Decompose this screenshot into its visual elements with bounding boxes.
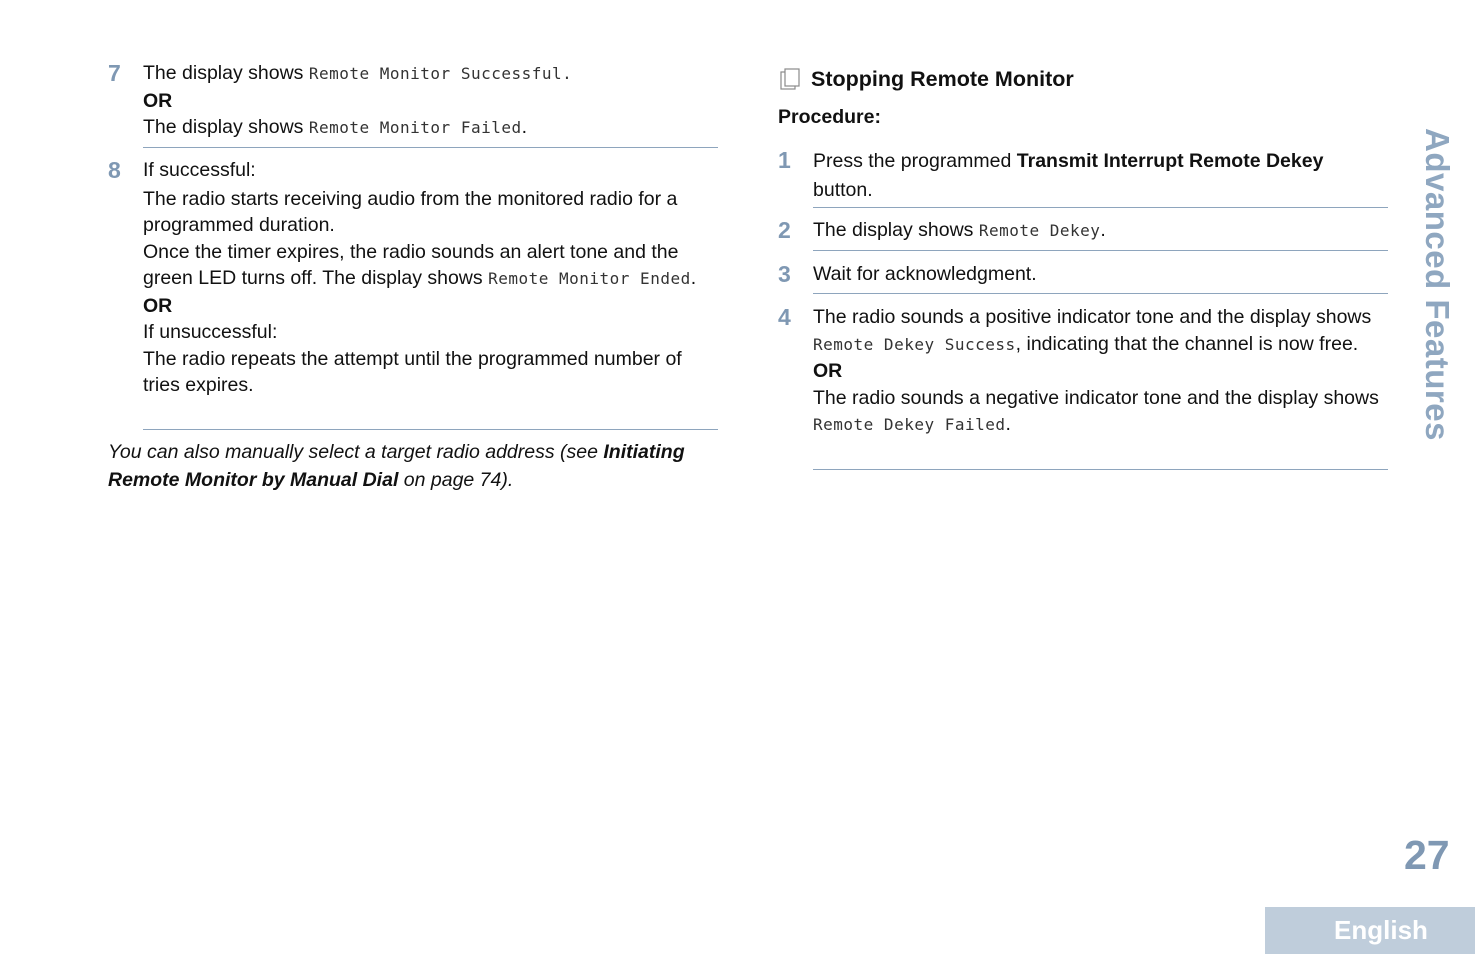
display-message: Remote Dekey	[978, 221, 1101, 240]
step-1	[778, 147, 1388, 205]
step-text	[108, 157, 718, 399]
language-tab: English	[1265, 907, 1475, 954]
step-text-part: The radio sounds a positive indicator tone and the display shows	[813, 306, 1372, 328]
paragraph: The radio repeats the attempt until the programmed number of tries expires.	[143, 347, 682, 396]
or-label: OR	[813, 360, 843, 382]
step-number: 1	[778, 147, 791, 173]
display-message: Remote Dekey Success	[813, 334, 1016, 354]
step-number: 2	[778, 217, 791, 243]
step-text-part: The radio sounds a negative indicator tone and the display shows	[813, 386, 1379, 409]
divider	[813, 293, 1388, 294]
punctuation: .	[1100, 219, 1106, 241]
paragraph: The radio starts receiving audio from the monitored radio for a programmed duration.	[143, 187, 678, 236]
step-3	[778, 261, 1388, 288]
display-message: Remote Monitor Ended	[488, 269, 691, 288]
step-text: Wait for acknowledgment.	[813, 263, 1037, 285]
if-successful-label: If successful:	[143, 159, 256, 181]
display-message: Remote Dekey Failed	[813, 415, 1006, 434]
note-part: on page 74).	[398, 469, 514, 491]
divider	[813, 469, 1388, 470]
paragraph: Once the timer expires, the radio sounds an alert tone and the green LED turns off. The display shows	[143, 240, 679, 289]
divider	[813, 207, 1388, 208]
step-4	[778, 304, 1388, 439]
note-part: You can also manually select a target radio address (see	[108, 441, 604, 463]
punctuation: .	[521, 116, 528, 138]
chapter-title: Advanced Features	[1419, 128, 1456, 441]
section-heading	[778, 64, 1074, 94]
step-2	[778, 217, 1388, 245]
procedure-icon	[778, 67, 802, 91]
divider	[143, 147, 718, 148]
display-message: Remote Monitor Successful.	[308, 64, 573, 83]
step-text-part: The display shows	[813, 219, 979, 241]
chapter-side-tab	[1418, 128, 1458, 448]
step-text-part: button.	[813, 179, 873, 201]
step-text	[108, 60, 718, 142]
step-text-line: The display shows	[143, 62, 309, 84]
if-unsuccessful-label: If unsuccessful:	[143, 321, 278, 343]
step-number: 8	[108, 157, 121, 183]
step-8	[108, 157, 718, 399]
button-name: Transmit Interrupt Remote Dekey	[1016, 150, 1324, 172]
step-number: 3	[778, 261, 791, 287]
procedure-label: Procedure:	[778, 106, 881, 128]
section-title: Stopping Remote Monitor	[811, 66, 1074, 91]
or-label: OR	[143, 294, 173, 317]
note-text	[108, 438, 718, 494]
step-number: 4	[778, 304, 791, 330]
step-text-part: Press the programmed	[813, 150, 1017, 172]
cross-reference-link[interactable]: Initiating Remote Monitor by Manual Dial	[108, 441, 685, 491]
punctuation: .	[1005, 413, 1011, 435]
divider	[813, 250, 1388, 251]
step-7	[108, 60, 718, 142]
step-text	[778, 217, 1388, 245]
punctuation: .	[690, 267, 697, 289]
step-text-line: The display shows	[143, 116, 309, 138]
step-text	[778, 147, 1388, 205]
or-label: OR	[143, 89, 173, 112]
step-text	[778, 304, 1388, 439]
divider	[143, 429, 718, 430]
step-text-part: , indicating that the channel is now free.	[1015, 332, 1359, 355]
page-number: 27	[1404, 832, 1450, 878]
step-number: 7	[108, 60, 121, 86]
display-message: Remote Monitor Failed	[308, 118, 522, 137]
